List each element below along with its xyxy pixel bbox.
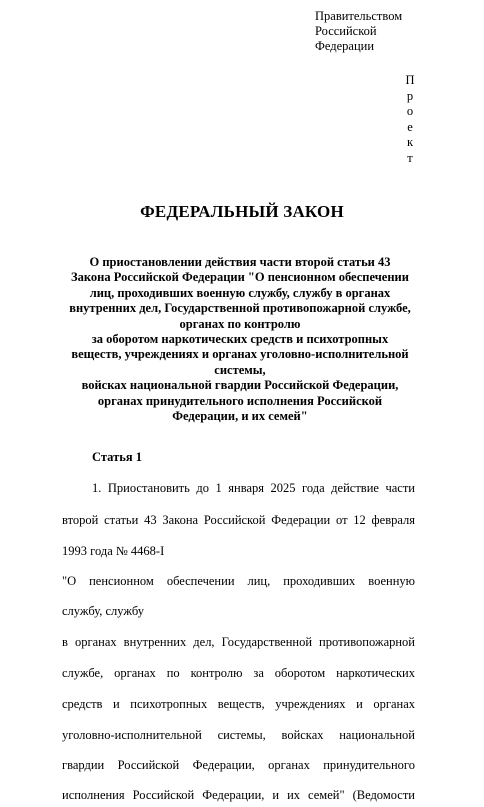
article-text-line: 1993 года № 4468-I (62, 544, 165, 558)
article-text-line: уголовно-исполнительной системы, войсках национальной (62, 728, 415, 742)
draft-stamp-letter: е (407, 119, 413, 134)
draft-stamp (403, 73, 417, 167)
law-name-line: органах по контролю (179, 316, 301, 331)
article-text-line: исполнения Российской Федерации, и их семей" (Ведомости (62, 788, 415, 802)
law-name-line: войсках национальной гвардии Российской Федерации, (81, 378, 399, 393)
law-name-line: за оборотом наркотических средств и психотропных (91, 332, 389, 347)
article-text-line: второй статьи 43 Закона Российской Федерации от 12 февраля (62, 513, 415, 527)
article-text-line: 1. Приостановить до 1 января 2025 года действие части (92, 481, 415, 495)
submitter-block (315, 9, 435, 54)
law-name-line: органах принудительного исполнения Российской (97, 393, 383, 408)
draft-stamp-letter: к (406, 135, 414, 150)
article-text-line: гвардии Российской Федерации, органах принудительного (62, 758, 415, 772)
article-text-line: службу, службу (62, 604, 144, 618)
draft-stamp-letter: П (405, 73, 415, 87)
article-text-line: службе, органах по контролю за оборотом наркотических (62, 666, 415, 680)
article-text-line: в органах внутренних дел, Государственной противопожарной (62, 635, 415, 649)
article-text-line: "О пенсионном обеспечении лиц, проходивших военную (62, 574, 415, 588)
law-name-line: веществ, учреждениях и органах уголовно-исполнительной (71, 347, 409, 362)
draft-stamp-letter: т (407, 150, 413, 165)
submitter-line: Правительством (315, 9, 403, 23)
law-name-line: О приостановлении действия части второй статьи 43 (89, 255, 391, 269)
law-title: ФЕДЕРАЛЬНЫЙ ЗАКОН (140, 202, 344, 221)
article-heading: Статья 1 (92, 450, 142, 464)
law-name (50, 255, 430, 424)
draft-stamp-letter: о (406, 104, 414, 119)
article-text-line: средств и психотропных веществ, учреждениях и органах (62, 697, 415, 711)
law-name-line: лиц, проходивших военную службу, службу в органах (89, 285, 391, 300)
submitter-line: Федерации (315, 39, 375, 53)
law-name-line: Федерации, и их семей" (172, 409, 308, 424)
draft-stamp-letter: р (406, 88, 414, 103)
law-name-line: системы, (214, 362, 266, 377)
law-name-line: Закона Российской Федерации "О пенсионном обеспечении (71, 270, 409, 285)
submitter-line: Российской (315, 24, 377, 38)
law-name-line: внутренних дел, Государственной противопожарной службе, (69, 301, 411, 316)
